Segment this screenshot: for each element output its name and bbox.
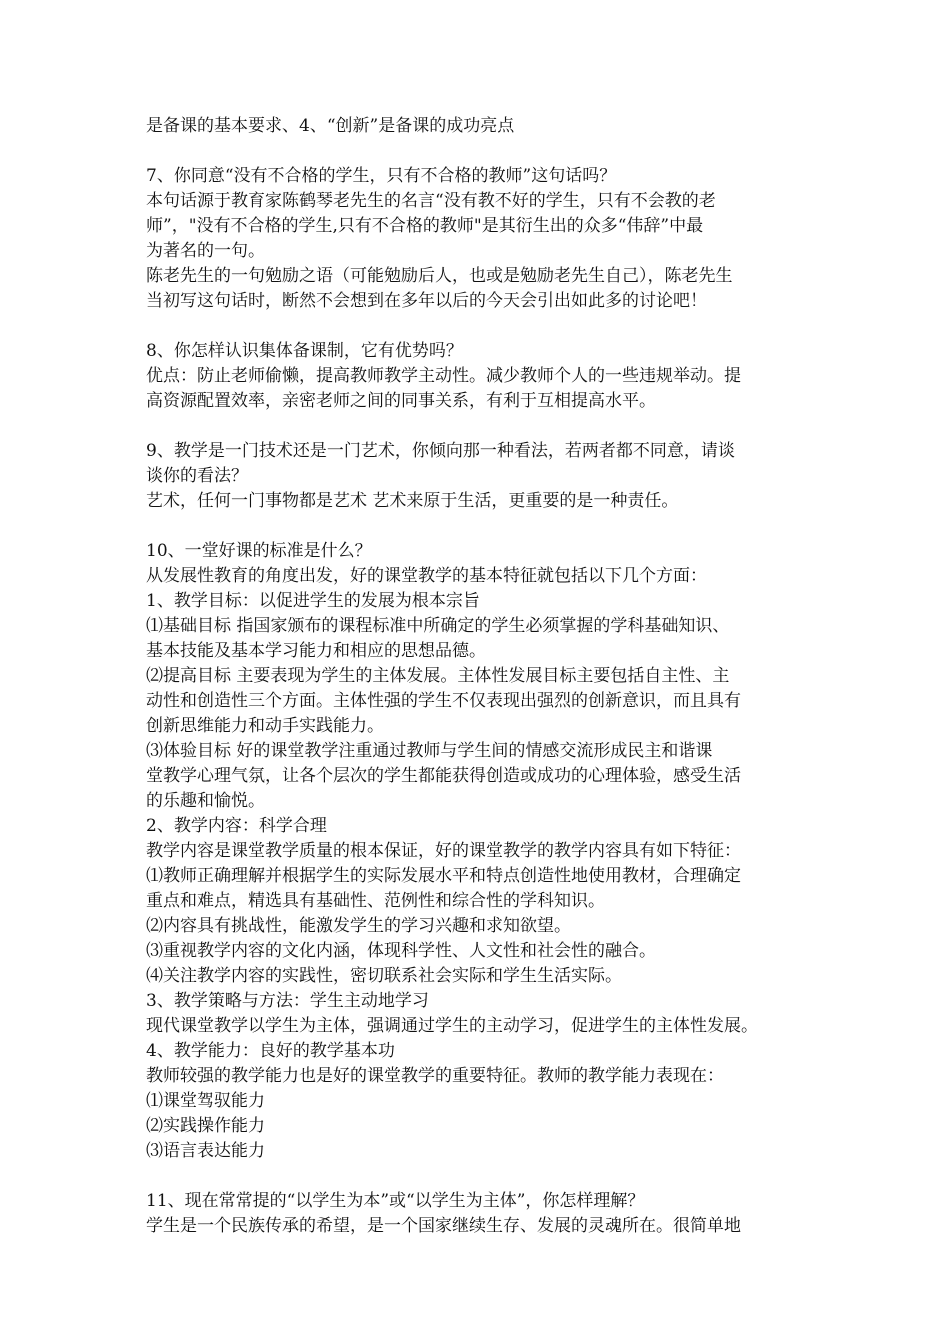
text-line: 1、教学目标：以促进学生的发展为根本宗旨 [146,591,480,611]
document-body [146,114,811,1239]
blank-line [146,514,811,539]
text-line: ⑵内容具有挑战性，能激发学生的学习兴趣和求知欲望。 [146,916,571,936]
text-line: 为著名的一句。 [146,241,265,261]
text-line: 谈你的看法？ [146,466,248,486]
blank-line [146,1164,811,1189]
text-line: 基本技能及基本学习能力和相应的思想品德。 [146,641,486,661]
blank-line [146,314,811,339]
text-line: 3、教学策略与方法：学生主动地学习 [146,991,429,1011]
text-line: 2、教学内容：科学合理 [146,816,327,836]
text-line: 学生是一个民族传承的希望，是一个国家继续生存、发展的灵魂所在。很简单地 [146,1216,741,1236]
text-line: ⑴课堂驾驭能力 [146,1091,265,1111]
text-line: 动性和创造性三个方面。主体性强的学生不仅表现出强烈的创新意识，而且具有 [146,691,741,711]
text-line: ⑶重视教学内容的文化内涵，体现科学性、人文性和社会性的融合。 [146,941,656,961]
text-line: 师”，"没有不合格的学生,只有不合格的教师"是其衍生出的众多“伟辞”中最 [146,216,704,236]
text-line: 10、一堂好课的标准是什么？ [146,541,372,561]
text-line: 从发展性教育的角度出发，好的课堂教学的基本特征就包括以下几个方面： [146,566,707,586]
text-line: 现代课堂教学以学生为主体，强调通过学生的主动学习，促进学生的主体性发展。 [146,1016,758,1036]
text-line: 8、你怎样认识集体备课制，它有优势吗？ [146,341,463,361]
text-line: 是备课的基本要求、4、“创新”是备课的成功亮点 [146,116,515,136]
text-line: 9、教学是一门技术还是一门艺术，你倾向那一种看法，若两者都不同意，请谈 [146,441,735,461]
text-line: 本句话源于教育家陈鹤琴老先生的名言“没有教不好的学生，只有不会教的老 [146,191,716,211]
text-line: 优点：防止老师偷懒，提高教师教学主动性。减少教师个人的一些违规举动。提 [146,366,741,386]
text-line: ⑵提高目标 主要表现为学生的主体发展。主体性发展目标主要包括自主性、主 [146,666,730,686]
text-line: ⑶语言表达能力 [146,1141,265,1161]
text-line: ⑷关注教学内容的实践性，密切联系社会实际和学生生活实际。 [146,966,622,986]
text-line: ⑴基础目标 指国家颁布的课程标准中所确定的学生必须掌握的学科基础知识、 [146,616,730,636]
blank-line [146,139,811,164]
text-line: 的乐趣和愉悦。 [146,791,265,811]
text-line: 7、你同意“没有不合格的学生，只有不合格的教师”这句话吗？ [146,166,617,186]
blank-line [146,414,811,439]
text-line: ⑴教师正确理解并根据学生的实际发展水平和特点创造性地使用教材，合理确定 [146,866,741,886]
text-line: 教师较强的教学能力也是好的课堂教学的重要特征。教师的教学能力表现在： [146,1066,724,1086]
text-line: 11、现在常常提的“以学生为本”或“以学生为主体”，你怎样理解？ [146,1191,645,1211]
text-line: ⑶体验目标 好的课堂教学注重通过教师与学生间的情感交流形成民主和谐课 [146,741,713,761]
text-line: ⑵实践操作能力 [146,1116,265,1136]
text-line: 高资源配置效率，亲密老师之间的同事关系，有利于互相提高水平。 [146,391,656,411]
text-line: 当初写这句话时，断然不会想到在多年以后的今天会引出如此多的讨论吧！ [146,291,707,311]
text-line: 艺术，任何一门事物都是艺术 艺术来原于生活，更重要的是一种责任。 [146,491,679,511]
text-line: 创新思维能力和动手实践能力。 [146,716,384,736]
text-line: 4、教学能力：良好的教学基本功 [146,1041,395,1061]
text-line: 陈老先生的一句勉励之语（可能勉励后人，也或是勉励老先生自己），陈老先生 [146,266,733,286]
text-line: 重点和难点，精选具有基础性、范例性和综合性的学科知识。 [146,891,605,911]
text-line: 教学内容是课堂教学质量的根本保证，好的课堂教学的教学内容具有如下特征： [146,841,741,861]
text-line: 堂教学心理气氛，让各个层次的学生都能获得创造或成功的心理体验，感受生活 [146,766,741,786]
